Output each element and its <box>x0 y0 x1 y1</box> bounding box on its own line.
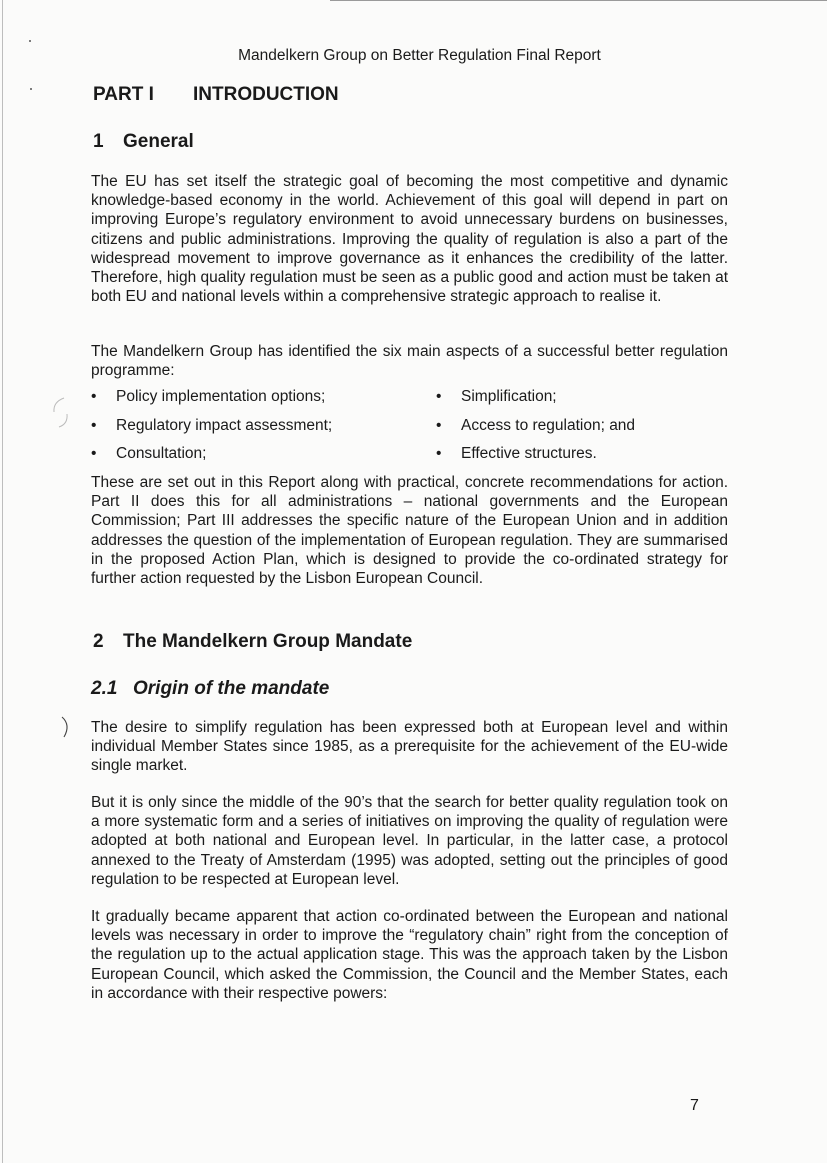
section-1-paragraph-1: The EU has set itself the strategic goal of becoming the most competitive and dynamic knowledge-based economy in the world. Achievement of this goal will depend in part on improving Europe’s regulatory environment to avoid unnecessary burdens on businesses, citizens and public administrations. Improving the quality of regulation is also a part of the widespread movement to improve governance as it enhances the credibility of the latter. Therefore, high quality regulation must be seen as a public good and action must be taken at both EU and national levels within a comprehensive strategic approach to realise it. <box>91 173 728 306</box>
bullet-icon: • <box>436 416 442 434</box>
scan-speck <box>29 40 31 42</box>
bullet-row <box>91 388 731 417</box>
bullet-icon: • <box>436 445 442 462</box>
section-1-paragraph-2: The Mandelkern Group has identified the six main aspects of a successful better regulation programme: <box>91 343 728 380</box>
part-number: PART I <box>93 84 154 105</box>
section-1-title: General <box>123 131 194 152</box>
scan-edge-top <box>330 0 827 1</box>
page-number: 7 <box>690 1097 699 1114</box>
section-2-number: 2 <box>93 631 104 652</box>
bullet-icon: • <box>91 445 97 462</box>
section-2-heading <box>93 631 412 653</box>
scan-edge-left <box>2 0 3 1163</box>
bullet-icon: • <box>91 416 97 434</box>
section-1-paragraph-3: These are set out in this Report along with practical, concrete recommendations for action. Part II does this for all administrations – national governments and the European Commission; Part III addresses the specific nature of the European Union and in addition addresses the question of the implementation of European regulation. They are summarised in the proposed Action Plan, which is designed to provide the co-ordinated strategy for further action requested by the Lisbon European Council. <box>91 474 728 588</box>
subsection-2-1-heading <box>91 678 329 700</box>
list-item: • Consultation; <box>91 445 207 462</box>
subsection-2-1-number: 2.1 <box>91 678 118 699</box>
section-2-title: The Mandelkern Group Mandate <box>123 631 413 652</box>
list-item: • Effective structures. <box>436 445 597 462</box>
list-item: • Simplification; <box>436 388 557 405</box>
scan-speck <box>30 88 32 90</box>
margin-bracket-mark <box>60 716 74 738</box>
bullet-icon: • <box>91 388 97 405</box>
list-item: • Policy implementation options; <box>91 388 326 405</box>
subsection-2-1-paragraph-3: It gradually became apparent that action co-ordinated between the European and national levels was necessary in order to improve the “regulatory chain” right from the conception of the regulation up to the actual application stage. This was the approach taken by the Lisbon European Council, which asked the Commission, the Council and the Member States, each in accordance with their respective powers: <box>91 908 728 1002</box>
margin-hole-mark <box>50 396 72 430</box>
bullet-row <box>91 445 731 474</box>
subsection-2-1-title: Origin of the mandate <box>133 678 330 699</box>
list-item: • Access to regulation; and <box>436 416 636 434</box>
bullet-row <box>91 417 731 446</box>
running-header: Mandelkern Group on Better Regulation Final Report <box>238 47 601 64</box>
bullet-icon: • <box>436 388 442 405</box>
part-title: INTRODUCTION <box>193 84 339 105</box>
section-1-number: 1 <box>93 131 104 152</box>
part-heading <box>93 84 339 106</box>
list-item: • Regulatory impact assessment; <box>91 416 333 434</box>
aspects-bullet-list <box>91 388 731 474</box>
section-1-heading <box>93 131 194 153</box>
subsection-2-1-paragraph-1: The desire to simplify regulation has been expressed both at European level and within individual Member States since 1985, as a prerequisite for the achievement of the EU-wide single market. <box>91 719 728 775</box>
subsection-2-1-paragraph-2: But it is only since the middle of the 90’s that the search for better quality regulation took on a more systematic form and a series of initiatives on improving the quality of regulation were adopted at both national and European level. In particular, in the latter case, a protocol annexed to the Treaty of Amsterdam (1995) was adopted, setting out the principles of good regulation to be respected at European level. <box>91 794 728 888</box>
